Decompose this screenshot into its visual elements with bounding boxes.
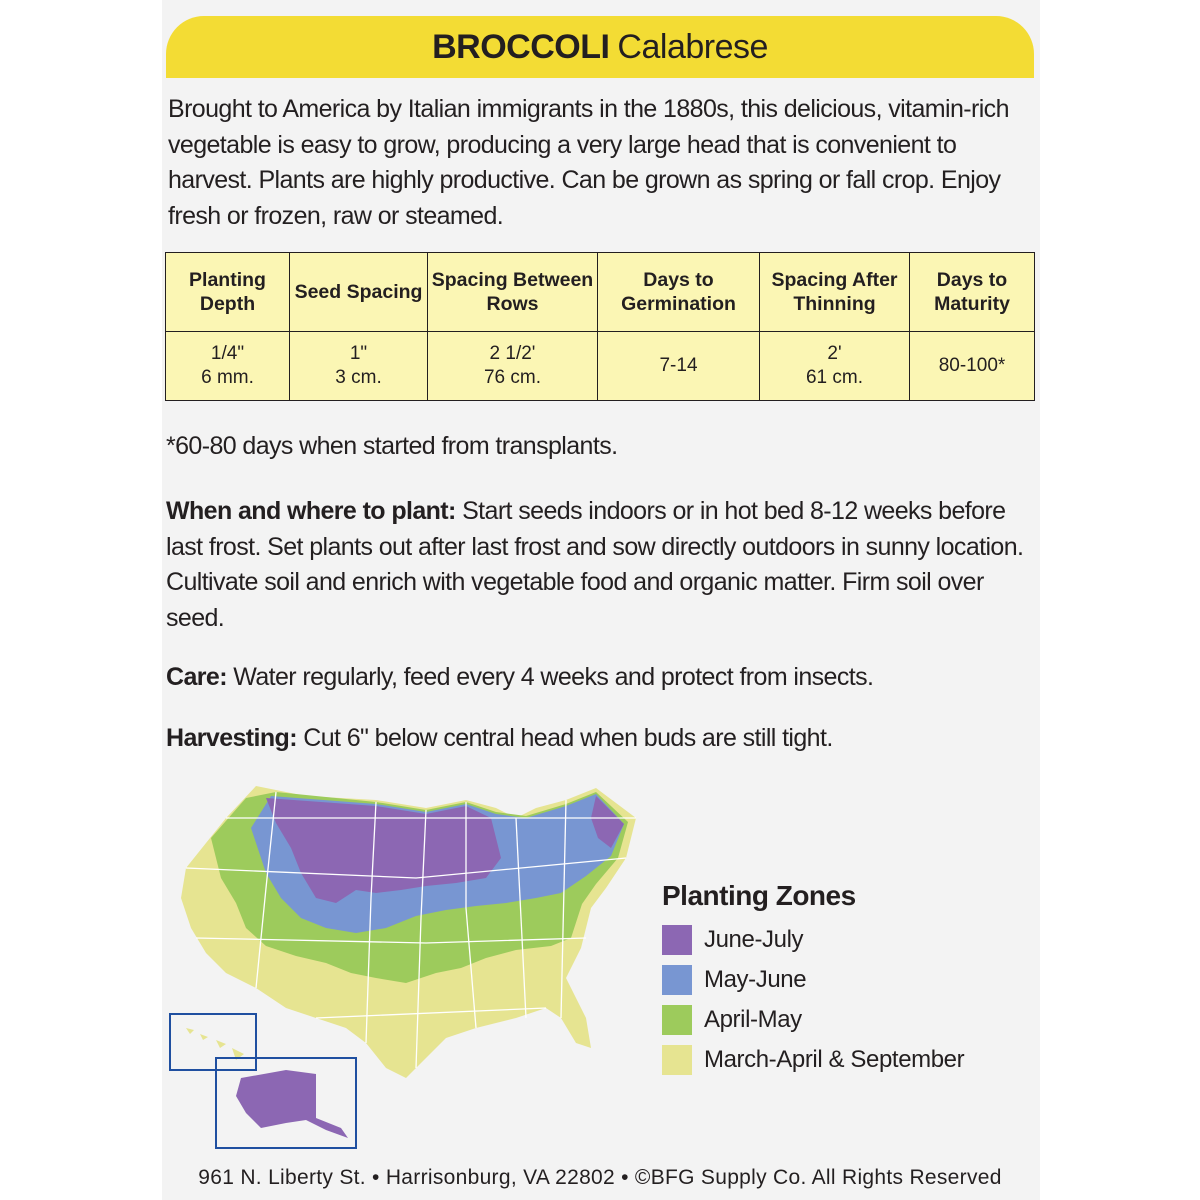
when-where-text: Start seeds indoors or in hot bed 8-12 weeks before last frost. Set plants out after last frost and sow directly outdoors in sunny location. Cultivate soil and enrich with vegetable food and organic matter. Firm soil over seed. [166,497,1024,632]
value-thinning: 2' 61 cm. [760,332,910,401]
plant-name: BROCCOLI [432,27,610,66]
harvest-paragraph [166,721,1032,757]
legend-swatch [662,1045,692,1075]
harvest-text: Cut 6" below central head when buds are still tight. [296,724,833,752]
care-paragraph [166,660,1032,696]
alaska-shape [236,1070,348,1138]
hawaii-islands [186,1028,244,1060]
legend-item [662,960,964,1000]
care-text: Water regularly, feed every 4 weeks and protect from insects. [226,663,874,691]
when-where-paragraph [166,494,1032,636]
header-row-spacing: Spacing Between Rows [428,253,598,332]
value-planting-depth: 1/4" 6 mm. [166,332,290,401]
value-seed-spacing: 1" 3 cm. [290,332,428,401]
legend-label: May-June [704,966,807,993]
when-where-label: When and where to plant: [166,497,456,525]
hawaii-inset [170,1014,256,1070]
legend-title: Planting Zones [662,880,856,911]
header-thinning: Spacing After Thinning [760,253,910,332]
value-row-spacing: 2 1/2' 76 cm. [428,332,598,401]
value-maturity: 80-100* [910,332,1035,401]
table-row [166,332,1035,401]
legend-item [662,1000,964,1040]
legend-swatch [662,1005,692,1035]
header-maturity: Days to Maturity [910,253,1035,332]
care-label: Care: [166,663,227,691]
footer-address: 961 N. Liberty St. • Harrisonburg, VA 22802 • ©BFG Supply Co. All Rights Reserved [198,1166,1002,1189]
plant-variety: Calabrese [617,27,768,66]
legend-swatch [662,965,692,995]
description: Brought to America by Italian immigrants in the 1880s, this delicious, vitamin-rich vegetable is easy to grow, producing a very large head that is convenient to harvest. Plants are highly productive. Can be grown as spring or fall crop. Enjoy fresh or frozen, raw or steamed. [168,95,1009,230]
header-planting-depth: Planting Depth [166,253,290,332]
header-germination: Days to Germination [598,253,760,332]
header-seed-spacing: Seed Spacing [290,253,428,332]
harvest-label: Harvesting: [166,724,297,752]
planting-zones-legend [662,880,964,1080]
legend-item [662,1040,964,1080]
title-banner [166,16,1034,78]
legend-swatch [662,925,692,955]
growing-specs-table [165,252,1035,401]
legend-item [662,920,964,960]
transplant-note: *60-80 days when started from transplants. [166,432,618,460]
legend-label: June-July [704,926,804,953]
value-germination: 7-14 [598,332,760,401]
table-header-row [166,253,1035,332]
planting-zone-map [166,778,636,1150]
legend-label: March-April & September [704,1046,965,1073]
legend-label: April-May [704,1006,802,1033]
